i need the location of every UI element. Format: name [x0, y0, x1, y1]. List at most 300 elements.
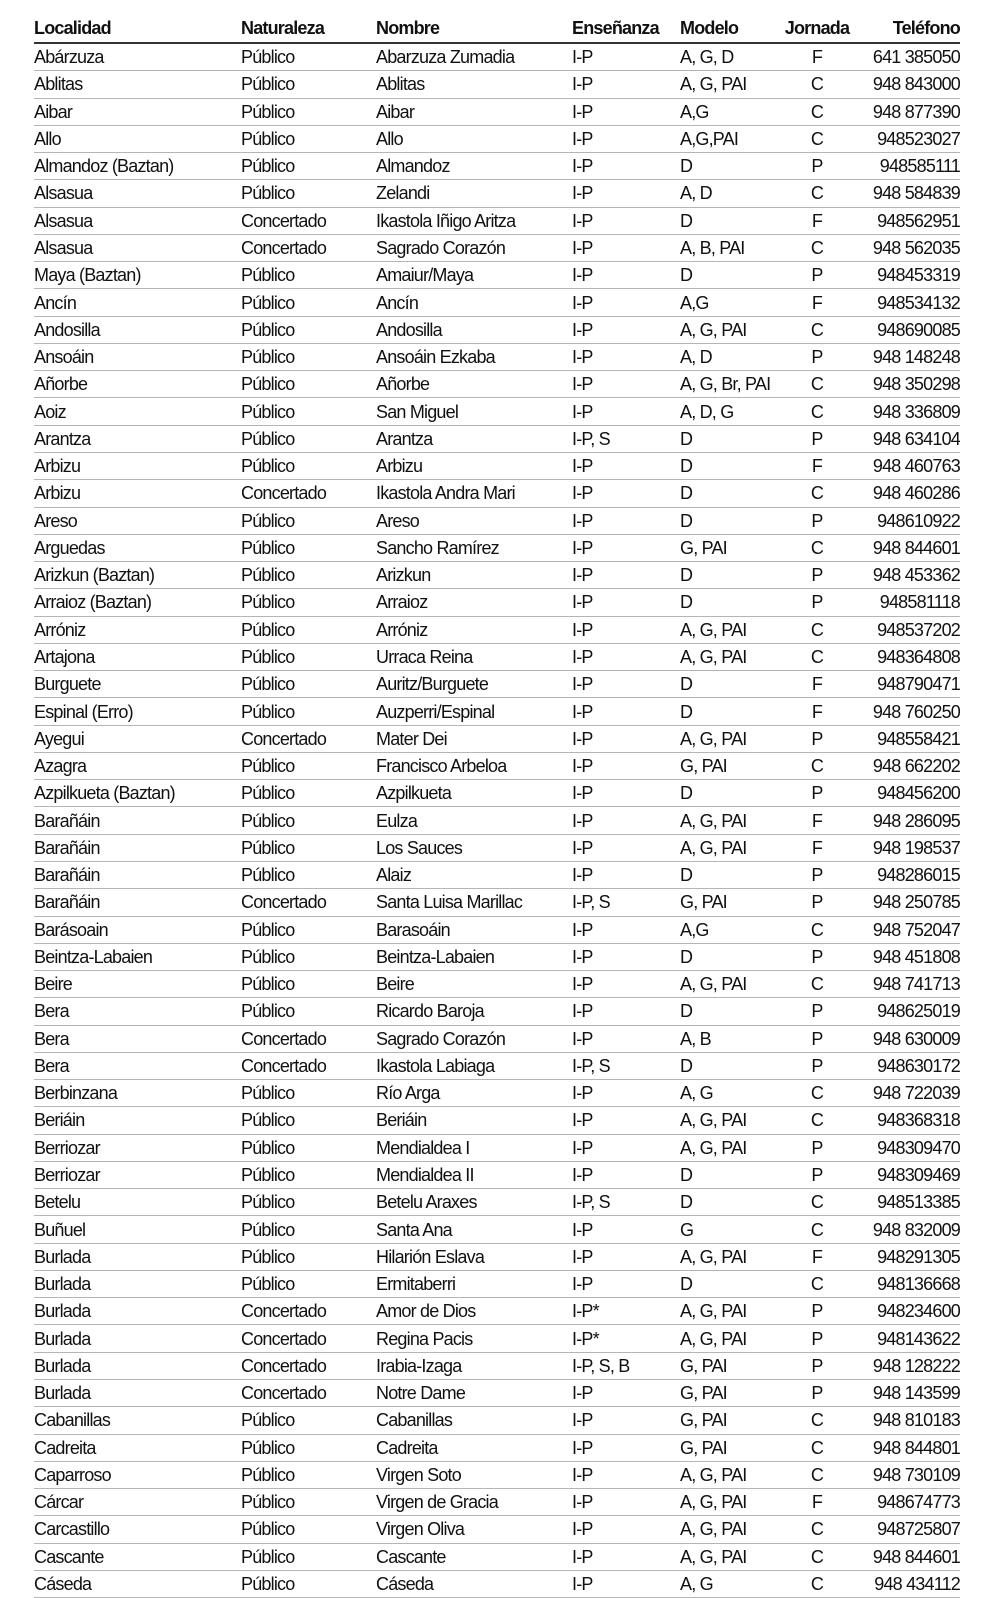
cell-jornada: C [774, 752, 860, 779]
cell-jornada: P [774, 425, 860, 452]
cell-naturaleza: Concertado [241, 1298, 376, 1325]
cell-telefono: 948291305 [860, 1243, 960, 1270]
cell-localidad: Arguedas [34, 534, 241, 561]
cell-localidad: Andosilla [34, 316, 241, 343]
cell-ensenanza: I-P [572, 998, 680, 1025]
cell-modelo: D [680, 480, 774, 507]
cell-jornada: C [774, 480, 860, 507]
cell-ensenanza: I-P [572, 698, 680, 725]
cell-ensenanza: I-P [572, 180, 680, 207]
cell-telefono: 948 752047 [860, 916, 960, 943]
cell-modelo: D [680, 671, 774, 698]
cell-jornada: P [774, 507, 860, 534]
cell-localidad: Alsasua [34, 234, 241, 261]
cell-naturaleza: Público [241, 1189, 376, 1216]
table-row [34, 998, 960, 1025]
cell-localidad: Cascante [34, 1543, 241, 1570]
cell-naturaleza: Público [241, 43, 376, 71]
cell-naturaleza: Público [241, 1107, 376, 1134]
cell-nombre: Arantza [376, 425, 572, 452]
cell-modelo: A, G, PAI [680, 1107, 774, 1134]
header-nombre: Nombre [376, 14, 572, 43]
cell-localidad: Allo [34, 125, 241, 152]
cell-naturaleza: Público [241, 861, 376, 888]
cell-localidad: Azpilkueta (Baztan) [34, 780, 241, 807]
cell-modelo: A, B, PAI [680, 234, 774, 261]
cell-naturaleza: Público [241, 1080, 376, 1107]
table-row [34, 289, 960, 316]
cell-modelo: D [680, 1189, 774, 1216]
cell-naturaleza: Público [241, 153, 376, 180]
table-row [34, 234, 960, 261]
cell-nombre: Cáseda [376, 1570, 572, 1597]
cell-naturaleza: Público [241, 1461, 376, 1488]
table-row [34, 398, 960, 425]
cell-naturaleza: Público [241, 1516, 376, 1543]
cell-ensenanza: I-P [572, 1407, 680, 1434]
table-row [34, 916, 960, 943]
cell-nombre: Arraioz [376, 589, 572, 616]
cell-localidad: Arizkun (Baztan) [34, 562, 241, 589]
cell-telefono: 948143622 [860, 1325, 960, 1352]
cell-telefono: 948534132 [860, 289, 960, 316]
cell-modelo: A, G, D [680, 43, 774, 71]
cell-telefono: 948456200 [860, 780, 960, 807]
header-telefono: Teléfono [860, 14, 960, 43]
cell-naturaleza: Público [241, 371, 376, 398]
cell-localidad: Almandoz (Baztan) [34, 153, 241, 180]
cell-naturaleza: Concertado [241, 207, 376, 234]
cell-nombre: Santa Ana [376, 1216, 572, 1243]
cell-nombre: Auritz/Burguete [376, 671, 572, 698]
cell-naturaleza: Concertado [241, 234, 376, 261]
table-row [34, 71, 960, 98]
cell-modelo: A, G, PAI [680, 316, 774, 343]
cell-localidad: Berbinzana [34, 1080, 241, 1107]
cell-modelo: A, G, PAI [680, 1489, 774, 1516]
cell-ensenanza: I-P [572, 589, 680, 616]
cell-ensenanza: I-P [572, 834, 680, 861]
cell-naturaleza: Concertado [241, 1025, 376, 1052]
cell-modelo: D [680, 507, 774, 534]
cell-telefono: 641 385050 [860, 43, 960, 71]
cell-jornada: P [774, 1352, 860, 1379]
cell-modelo: A, G, PAI [680, 725, 774, 752]
cell-jornada: F [774, 289, 860, 316]
table-row [34, 1407, 960, 1434]
cell-modelo: G [680, 1216, 774, 1243]
cell-localidad: Alsasua [34, 180, 241, 207]
cell-modelo: G, PAI [680, 889, 774, 916]
cell-localidad: Burguete [34, 671, 241, 698]
cell-telefono: 948 250785 [860, 889, 960, 916]
cell-naturaleza: Público [241, 698, 376, 725]
cell-nombre: Cadreita [376, 1434, 572, 1461]
cell-ensenanza: I-P [572, 943, 680, 970]
cell-nombre: Arbizu [376, 452, 572, 479]
cell-ensenanza: I-P [572, 971, 680, 998]
cell-localidad: Arróniz [34, 616, 241, 643]
cell-ensenanza: I-P [572, 1489, 680, 1516]
cell-ensenanza: I-P [572, 534, 680, 561]
cell-nombre: Ansoáin Ezkaba [376, 343, 572, 370]
cell-localidad: Alsasua [34, 207, 241, 234]
cell-ensenanza: I-P [572, 371, 680, 398]
cell-modelo: A, G, PAI [680, 971, 774, 998]
cell-jornada: P [774, 153, 860, 180]
table-row [34, 1025, 960, 1052]
cell-naturaleza: Público [241, 1270, 376, 1297]
cell-modelo: D [680, 943, 774, 970]
cell-ensenanza: I-P [572, 98, 680, 125]
cell-ensenanza: I-P [572, 643, 680, 670]
cell-ensenanza: I-P [572, 1270, 680, 1297]
cell-ensenanza: I-P [572, 43, 680, 71]
cell-nombre: Ikastola Iñigo Aritza [376, 207, 572, 234]
table-row [34, 452, 960, 479]
cell-telefono: 948562951 [860, 207, 960, 234]
cell-ensenanza: I-P [572, 752, 680, 779]
cell-naturaleza: Concertado [241, 725, 376, 752]
table-row [34, 616, 960, 643]
cell-jornada: C [774, 1434, 860, 1461]
cell-modelo: D [680, 998, 774, 1025]
table-row [34, 1052, 960, 1079]
cell-jornada: C [774, 398, 860, 425]
cell-nombre: Ancín [376, 289, 572, 316]
cell-modelo: D [680, 1052, 774, 1079]
cell-jornada: C [774, 616, 860, 643]
cell-telefono: 948790471 [860, 671, 960, 698]
cell-jornada: P [774, 343, 860, 370]
cell-ensenanza: I-P [572, 507, 680, 534]
table-row [34, 371, 960, 398]
cell-ensenanza: I-P [572, 1570, 680, 1597]
cell-ensenanza: I-P [572, 398, 680, 425]
table-row [34, 125, 960, 152]
table-row [34, 725, 960, 752]
cell-localidad: Bera [34, 1025, 241, 1052]
cell-nombre: Alaiz [376, 861, 572, 888]
cell-nombre: Virgen Oliva [376, 1516, 572, 1543]
cell-telefono: 948537202 [860, 616, 960, 643]
cell-nombre: Beintza-Labaien [376, 943, 572, 970]
cell-nombre: Hilarión Eslava [376, 1243, 572, 1270]
cell-ensenanza: I-P [572, 452, 680, 479]
cell-localidad: Beire [34, 971, 241, 998]
cell-modelo: A, G, PAI [680, 1298, 774, 1325]
cell-ensenanza: I-P [572, 71, 680, 98]
cell-telefono: 948513385 [860, 1189, 960, 1216]
cell-ensenanza: I-P [572, 343, 680, 370]
cell-jornada: F [774, 1489, 860, 1516]
cell-telefono: 948 662202 [860, 752, 960, 779]
cell-nombre: Mater Dei [376, 725, 572, 752]
cell-nombre: Irabia-Izaga [376, 1352, 572, 1379]
schools-table [34, 14, 960, 1598]
cell-naturaleza: Público [241, 1489, 376, 1516]
cell-jornada: P [774, 1052, 860, 1079]
header-jornada: Jornada [774, 14, 860, 43]
table-row [34, 1243, 960, 1270]
table-row [34, 752, 960, 779]
cell-ensenanza: I-P [572, 1243, 680, 1270]
cell-telefono: 948 877390 [860, 98, 960, 125]
cell-naturaleza: Público [241, 1570, 376, 1597]
cell-localidad: Artajona [34, 643, 241, 670]
cell-localidad: Burlada [34, 1243, 241, 1270]
cell-jornada: F [774, 671, 860, 698]
cell-ensenanza: I-P [572, 1434, 680, 1461]
cell-nombre: Añorbe [376, 371, 572, 398]
table-row [34, 889, 960, 916]
table-row [34, 971, 960, 998]
table-row [34, 1270, 960, 1297]
cell-ensenanza: I-P [572, 616, 680, 643]
cell-localidad: Burlada [34, 1352, 241, 1379]
cell-jornada: P [774, 943, 860, 970]
table-row [34, 643, 960, 670]
cell-nombre: Arizkun [376, 562, 572, 589]
cell-jornada: F [774, 452, 860, 479]
cell-nombre: Amor de Dios [376, 1298, 572, 1325]
cell-naturaleza: Público [241, 1216, 376, 1243]
cell-telefono: 948 832009 [860, 1216, 960, 1243]
cell-nombre: Zelandi [376, 180, 572, 207]
cell-nombre: Sagrado Corazón [376, 1025, 572, 1052]
cell-modelo: A, G, Br, PAI [680, 371, 774, 398]
cell-telefono: 948690085 [860, 316, 960, 343]
header-localidad: Localidad [34, 14, 241, 43]
cell-telefono: 948 148248 [860, 343, 960, 370]
cell-telefono: 948 451808 [860, 943, 960, 970]
cell-nombre: Virgen Soto [376, 1461, 572, 1488]
cell-modelo: A, G [680, 1080, 774, 1107]
cell-jornada: P [774, 262, 860, 289]
cell-ensenanza: I-P [572, 153, 680, 180]
cell-jornada: F [774, 207, 860, 234]
cell-ensenanza: I-P [572, 1516, 680, 1543]
cell-jornada: C [774, 971, 860, 998]
cell-localidad: Beintza-Labaien [34, 943, 241, 970]
cell-modelo: G, PAI [680, 1380, 774, 1407]
cell-ensenanza: I-P* [572, 1298, 680, 1325]
cell-naturaleza: Público [241, 507, 376, 534]
cell-jornada: C [774, 71, 860, 98]
cell-localidad: Buñuel [34, 1216, 241, 1243]
cell-nombre: Beriáin [376, 1107, 572, 1134]
cell-ensenanza: I-P [572, 725, 680, 752]
table-row [34, 1570, 960, 1597]
cell-modelo: G, PAI [680, 1407, 774, 1434]
cell-jornada: C [774, 234, 860, 261]
cell-telefono: 948558421 [860, 725, 960, 752]
cell-nombre: Almandoz [376, 153, 572, 180]
cell-nombre: Aibar [376, 98, 572, 125]
cell-jornada: F [774, 1243, 860, 1270]
cell-localidad: Beriáin [34, 1107, 241, 1134]
cell-naturaleza: Público [241, 998, 376, 1025]
cell-jornada: P [774, 889, 860, 916]
cell-telefono: 948 810183 [860, 1407, 960, 1434]
cell-modelo: D [680, 589, 774, 616]
cell-jornada: C [774, 643, 860, 670]
table-row [34, 262, 960, 289]
header-modelo: Modelo [680, 14, 774, 43]
cell-naturaleza: Público [241, 98, 376, 125]
cell-naturaleza: Concertado [241, 1352, 376, 1379]
table-row [34, 1189, 960, 1216]
cell-localidad: Abárzuza [34, 43, 241, 71]
cell-jornada: P [774, 861, 860, 888]
cell-modelo: A, G [680, 1570, 774, 1597]
table-row [34, 425, 960, 452]
cell-jornada: C [774, 1080, 860, 1107]
cell-telefono: 948453319 [860, 262, 960, 289]
cell-ensenanza: I-P, S, B [572, 1352, 680, 1379]
cell-ensenanza: I-P [572, 480, 680, 507]
cell-nombre: Cabanillas [376, 1407, 572, 1434]
cell-naturaleza: Público [241, 589, 376, 616]
cell-ensenanza: I-P [572, 207, 680, 234]
cell-jornada: C [774, 1461, 860, 1488]
cell-nombre: Ablitas [376, 71, 572, 98]
cell-jornada: C [774, 180, 860, 207]
cell-naturaleza: Público [241, 780, 376, 807]
cell-telefono: 948 730109 [860, 1461, 960, 1488]
cell-localidad: Betelu [34, 1189, 241, 1216]
cell-jornada: F [774, 807, 860, 834]
cell-localidad: Berriozar [34, 1134, 241, 1161]
cell-telefono: 948 350298 [860, 371, 960, 398]
cell-nombre: San Miguel [376, 398, 572, 425]
cell-localidad: Ancín [34, 289, 241, 316]
cell-nombre: Azpilkueta [376, 780, 572, 807]
cell-telefono: 948 143599 [860, 1380, 960, 1407]
table-row [34, 1216, 960, 1243]
cell-nombre: Sancho Ramírez [376, 534, 572, 561]
cell-modelo: A, G, PAI [680, 1243, 774, 1270]
cell-naturaleza: Público [241, 616, 376, 643]
cell-naturaleza: Público [241, 943, 376, 970]
table-row [34, 943, 960, 970]
cell-ensenanza: I-P [572, 1543, 680, 1570]
header-row [34, 14, 960, 43]
cell-localidad: Ansoáin [34, 343, 241, 370]
table-row [34, 807, 960, 834]
cell-naturaleza: Público [241, 562, 376, 589]
cell-localidad: Burlada [34, 1380, 241, 1407]
cell-localidad: Barásoain [34, 916, 241, 943]
cell-nombre: Auzperri/Espinal [376, 698, 572, 725]
cell-localidad: Barañáin [34, 889, 241, 916]
cell-ensenanza: I-P [572, 289, 680, 316]
table-row [34, 343, 960, 370]
table-row [34, 507, 960, 534]
cell-modelo: G, PAI [680, 534, 774, 561]
cell-telefono: 948 562035 [860, 234, 960, 261]
cell-modelo: D [680, 452, 774, 479]
cell-localidad: Arbizu [34, 452, 241, 479]
cell-telefono: 948368318 [860, 1107, 960, 1134]
cell-localidad: Arraioz (Baztan) [34, 589, 241, 616]
cell-localidad: Ayegui [34, 725, 241, 752]
cell-nombre: Ikastola Andra Mari [376, 480, 572, 507]
cell-telefono: 948286015 [860, 861, 960, 888]
cell-jornada: F [774, 43, 860, 71]
table-row [34, 480, 960, 507]
cell-modelo: A, G, PAI [680, 834, 774, 861]
cell-naturaleza: Público [241, 1543, 376, 1570]
cell-modelo: D [680, 262, 774, 289]
cell-nombre: Los Sauces [376, 834, 572, 861]
cell-localidad: Maya (Baztan) [34, 262, 241, 289]
cell-jornada: P [774, 780, 860, 807]
cell-modelo: A, G, PAI [680, 1543, 774, 1570]
cell-naturaleza: Público [241, 534, 376, 561]
table-row [34, 1161, 960, 1188]
cell-jornada: C [774, 316, 860, 343]
table-row [34, 589, 960, 616]
table-row [34, 1380, 960, 1407]
cell-telefono: 948 844801 [860, 1434, 960, 1461]
cell-nombre: Sagrado Corazón [376, 234, 572, 261]
cell-naturaleza: Público [241, 1243, 376, 1270]
cell-telefono: 948674773 [860, 1489, 960, 1516]
cell-modelo: D [680, 861, 774, 888]
cell-localidad: Cadreita [34, 1434, 241, 1461]
cell-ensenanza: I-P, S [572, 425, 680, 452]
cell-telefono: 948725807 [860, 1516, 960, 1543]
cell-modelo: A, G, PAI [680, 616, 774, 643]
cell-naturaleza: Público [241, 452, 376, 479]
cell-ensenanza: I-P [572, 234, 680, 261]
cell-telefono: 948309469 [860, 1161, 960, 1188]
cell-telefono: 948630172 [860, 1052, 960, 1079]
cell-jornada: P [774, 1298, 860, 1325]
cell-telefono: 948 286095 [860, 807, 960, 834]
cell-telefono: 948585111 [860, 153, 960, 180]
cell-ensenanza: I-P, S [572, 889, 680, 916]
cell-localidad: Cárcar [34, 1489, 241, 1516]
cell-localidad: Berriozar [34, 1161, 241, 1188]
cell-modelo: D [680, 207, 774, 234]
cell-ensenanza: I-P, S [572, 1052, 680, 1079]
table-row [34, 1080, 960, 1107]
cell-localidad: Espinal (Erro) [34, 698, 241, 725]
header-naturaleza: Naturaleza [241, 14, 376, 43]
cell-modelo: A, D [680, 180, 774, 207]
cell-modelo: A, G, PAI [680, 1134, 774, 1161]
cell-naturaleza: Público [241, 834, 376, 861]
cell-jornada: P [774, 1325, 860, 1352]
cell-localidad: Arbizu [34, 480, 241, 507]
table-row [34, 98, 960, 125]
cell-modelo: D [680, 698, 774, 725]
cell-modelo: A, G, PAI [680, 71, 774, 98]
table-row [34, 780, 960, 807]
cell-ensenanza: I-P [572, 262, 680, 289]
cell-jornada: C [774, 125, 860, 152]
cell-ensenanza: I-P [572, 1025, 680, 1052]
cell-modelo: D [680, 1161, 774, 1188]
cell-jornada: C [774, 1543, 860, 1570]
cell-naturaleza: Público [241, 916, 376, 943]
cell-modelo: D [680, 153, 774, 180]
cell-jornada: P [774, 589, 860, 616]
cell-ensenanza: I-P [572, 1380, 680, 1407]
cell-nombre: Ermitaberri [376, 1270, 572, 1297]
